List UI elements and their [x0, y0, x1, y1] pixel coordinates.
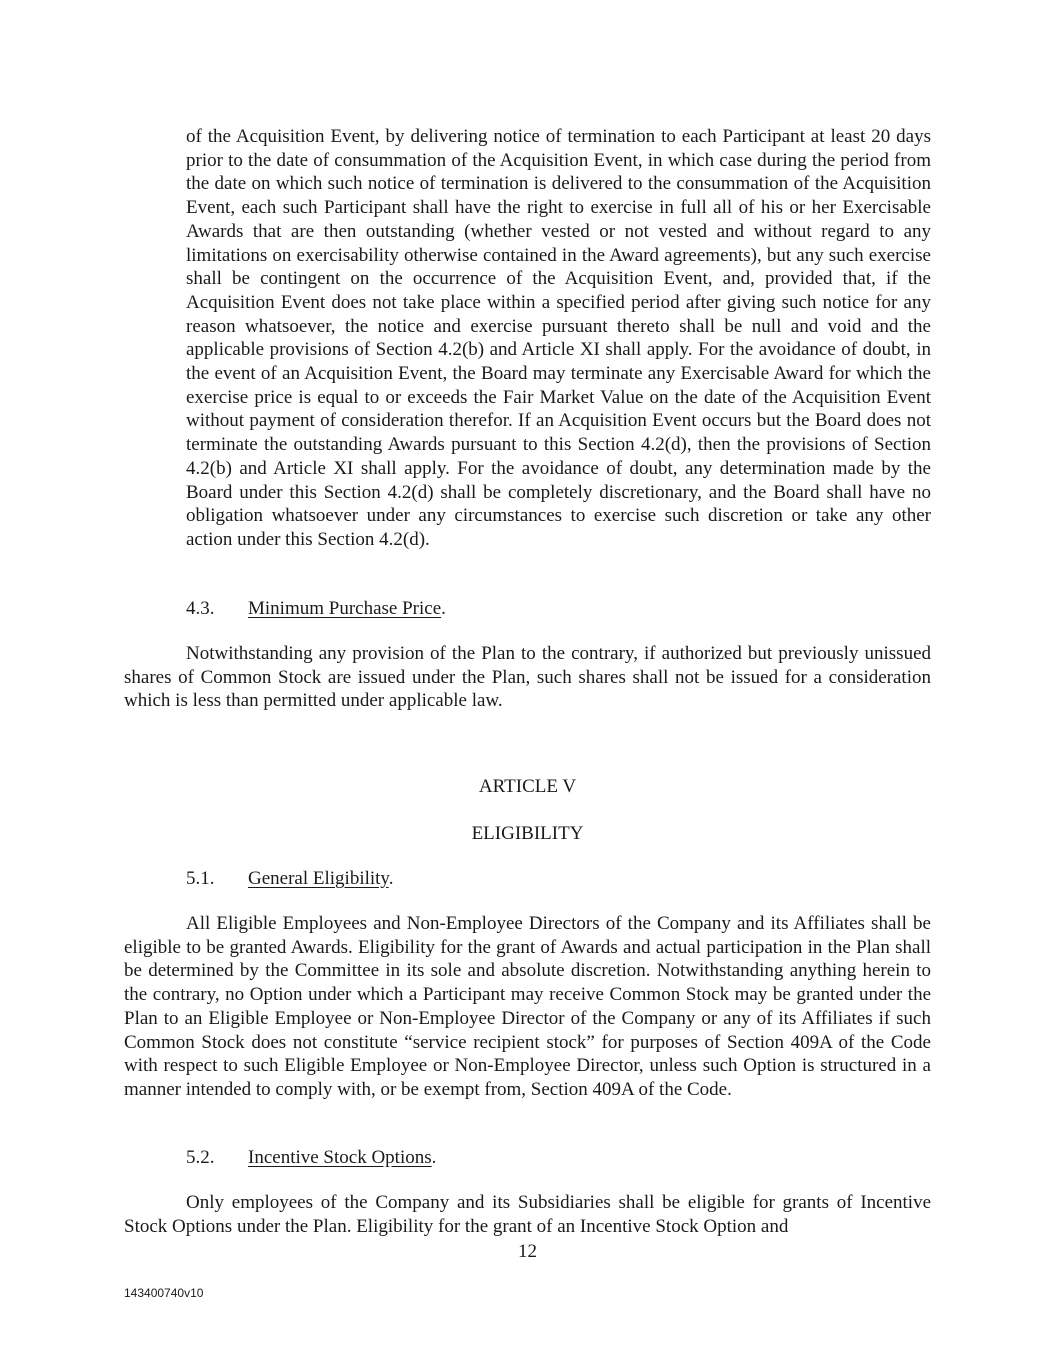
- section-number: 4.3.: [186, 598, 215, 619]
- page-number: 12: [518, 1241, 537, 1262]
- continued-paragraph-4-2-d: of the Acquisition Event, by delivering notice of termination to each Participant at least 20 days prior to the date of consummation of the Acquisition Event, in which case during the period from the date on which such notice of termination is delivered to the consummation of the Acquisition Event, each such Participant shall have the right to exercise in full all of his or her Exercisable Awards that are then outstanding (whether vested or not vested and without regard to any limitations on exercisability otherwise contained in the Award agreements), but any such exercise shall be contingent on the occurrence of the Acquisition Event, and, provided that, if the Acquisition Event does not take place within a specified period after giving such notice for any reason whatsoever, the notice and exercise pursuant thereto shall be null and void and the applicable provisions of Section 4.2(b) and Article XI shall apply. For the avoidance of doubt, in the event of an Acquisition Event, the Board may terminate any Exercisable Award for which the exercise price is equal to or exceeds the Fair Market Value on the date of the Acquisition Event without payment of consideration therefor. If an Acquisition Event occurs but the Board does not terminate the outstanding Awards pursuant to this Section 4.2(d), then the provisions of Section 4.2(b) and Article XI shall apply. For the avoidance of doubt, any determination made by the Board under this Section 4.2(d) shall be completely discretionary, and the Board shall have no obligation whatsoever under any circumstances to exercise such discretion or take any other action under this Section 4.2(d).: [186, 126, 931, 550]
- section-number: 5.1.: [186, 868, 215, 889]
- section-heading-5-2: [186, 1146, 436, 1170]
- section-4-3-body: Notwithstanding any provision of the Plan to the contrary, if authorized but previously unissued shares of Common Stock are issued under the Plan, such shares shall not be issued for a consideration which is less than permitted under applicable law.: [124, 643, 931, 712]
- section-title-punct: .: [431, 1147, 437, 1168]
- section-title-punct: .: [441, 598, 446, 619]
- article-title: ELIGIBILITY: [471, 823, 584, 844]
- section-5-2-body: Only employees of the Company and its Subsidiaries shall be eligible for grants of Incentive Stock Options under the Plan. Eligibility for the grant of an Incentive Stock Option and: [124, 1192, 931, 1237]
- section-heading-4-3: [186, 597, 446, 621]
- section-title: General Eligibility: [248, 868, 389, 889]
- section-title-punct: .: [388, 868, 394, 889]
- section-number: 5.2.: [186, 1147, 215, 1168]
- section-heading-5-1: [186, 867, 393, 891]
- section-title: Minimum Purchase Price: [248, 598, 442, 619]
- section-5-1-body: All Eligible Employees and Non-Employee Directors of the Company and its Affiliates shall be eligible to be granted Awards. Eligibility for the grant of Awards and actual participation in the Plan shall be determined by the Committee in its sole and absolute discretion. Notwithstanding anything herein to the contrary, no Option under which a Participant may receive Common Stock may be granted under the Plan to an Eligible Employee or Non-Employee Director of the Company or any of its Affiliates if such Common Stock does not constitute “service recipient stock” for purposes of Section 409A of the Code with respect to such Eligible Employee or Non-Employee Director, unless such Option is structured in a manner intended to comply with, or be exempt from, Section 409A of the Code.: [124, 913, 931, 1100]
- section-title: Incentive Stock Options: [248, 1147, 432, 1168]
- article-label: ARTICLE V: [478, 776, 577, 797]
- document-id: 143400740v10: [124, 1286, 204, 1300]
